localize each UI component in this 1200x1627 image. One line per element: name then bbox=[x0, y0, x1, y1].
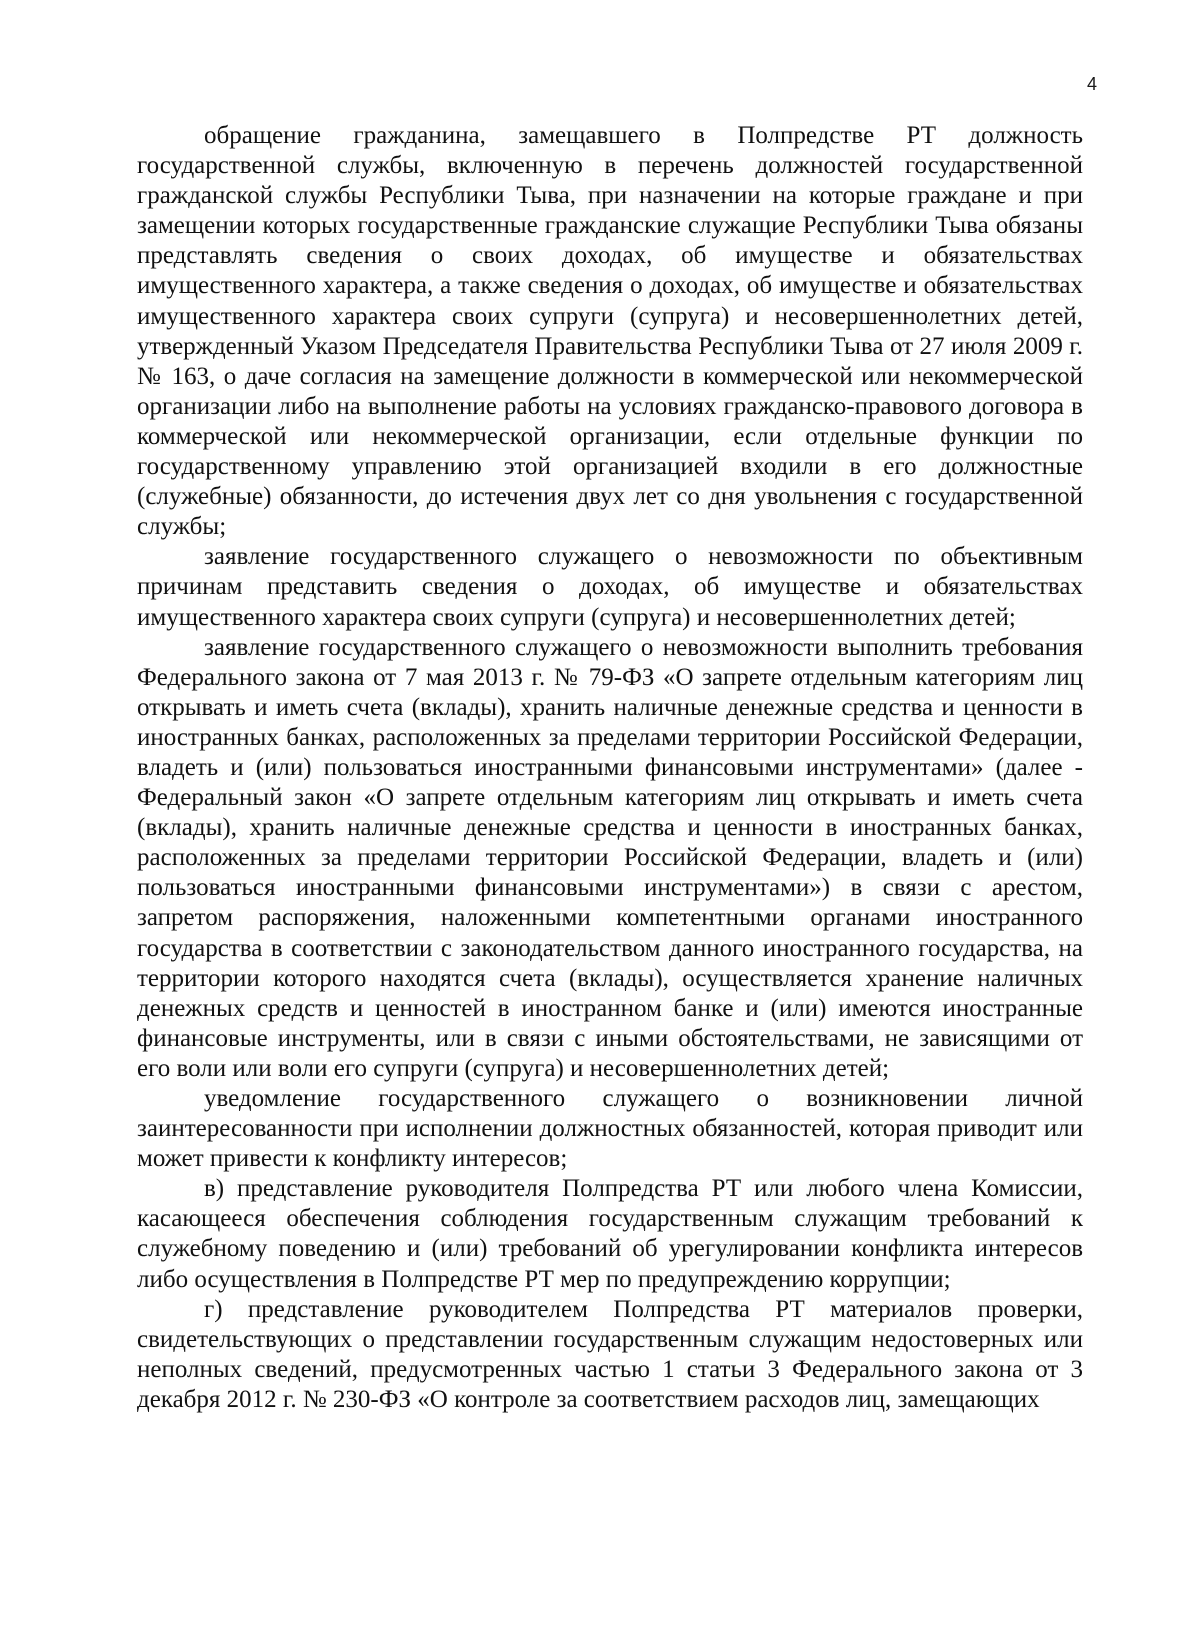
paragraph: обращение гражданина, замещавшего в Полпредстве РТ должность государственной службы, включенную в перечень должностей государственной гражданской службы Республики Тыва, при назначении на которые граждане и при замещении которых государственные гражданские служащие Республики Тыва обязаны представлять сведения о своих доходах, об имуществе и обязательствах имущественного характера, а также сведения о доходах, об имуществе и обязательствах имущественного характера своих супруги (супруга) и несовершеннолетних детей, утвержденный Указом Председателя Правительства Республики Тыва от 27 июля 2009 г. № 163, о даче согласия на замещение должности в коммерческой или некоммерческой организации либо на выполнение работы на условиях гражданско-правового договора в коммерческой или некоммерческой организации, если отдельные функции по государственному управлению этой организацией входили в его должностные (служебные) обязанности, до истечения двух лет со дня увольнения с государственной службы; bbox=[137, 122, 1083, 541]
paragraph: заявление государственного служащего о невозможности выполнить требования Федерального закона от 7 мая 2013 г. № 79-ФЗ «О запрете отдельным категориям лиц открывать и иметь счета (вклады), хранить наличные денежные средства и ценности в иностранных банках, расположенных за пределами территории Российской Федерации, владеть и (или) пользоваться иностранными финансовыми инструментами» (далее - Федеральный закон «О запрете отдельным категориям лиц открывать и иметь счета (вклады), хранить наличные денежные средства и ценности в иностранных банках, расположенных за пределами территории Российской Федерации, владеть и (или) пользоваться иностранными финансовыми инструментами») в связи с арестом, запретом распоряжения, наложенными компетентными органами иностранного государства в соответствии с законодательством данного иностранного государства, на территории которого находятся счета (вклады), осуществляется хранение наличных денежных средств и ценностей в иностранном банке и (или) имеются иностранные финансовые инструменты, или в связи с иными обстоятельствами, не зависящими от его воли или воли его супруги (супруга) и несовершеннолетних детей; bbox=[137, 633, 1083, 1082]
paragraph: г) представление руководителем Полпредства РТ материалов проверки, свидетельствующих о представлении государственным служащим недостоверных или неполных сведений, предусмотренных частью 1 статьи 3 Федерального закона от 3 декабря 2012 г. № 230-ФЗ «О контроле за соответствием расходов лиц, замещающих bbox=[137, 1295, 1083, 1413]
body-text bbox=[137, 121, 1083, 1415]
page-number: 4 bbox=[1086, 74, 1097, 94]
paragraph: в) представление руководителя Полпредства РТ или любого члена Комиссии, касающееся обеспечения соблюдения государственным служащим требований к служебному поведению и (или) требований об урегулировании конфликта интересов либо осуществления в Полпредстве РТ мер по предупреждению коррупции; bbox=[137, 1175, 1083, 1293]
paragraph: уведомление государственного служащего о возникновении личной заинтересованности при исполнении должностных обязанностей, которая приводит или может привести к конфликту интересов; bbox=[137, 1085, 1083, 1173]
paragraph: заявление государственного служащего о невозможности по объективным причинам представить сведения о доходах, об имуществе и обязательствах имущественного характера своих супруги (супруга) и несовершеннолетних детей; bbox=[137, 543, 1083, 631]
